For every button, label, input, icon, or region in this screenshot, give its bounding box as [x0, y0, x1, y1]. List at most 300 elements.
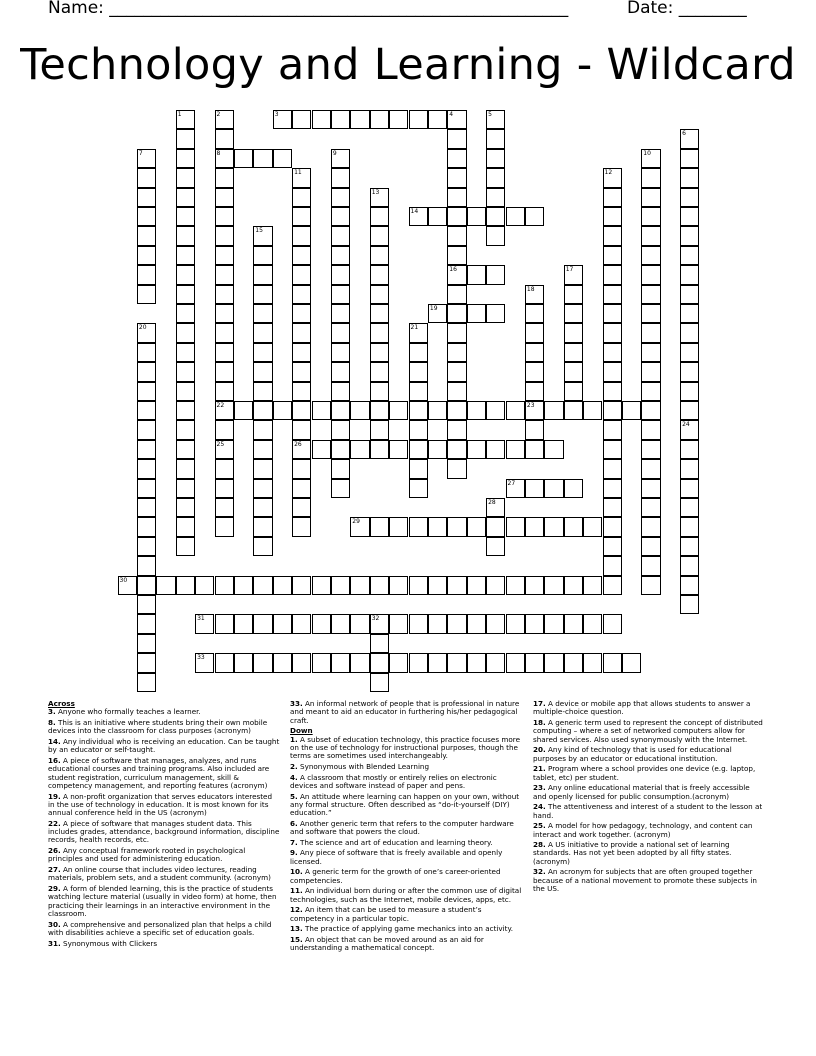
grid-cell[interactable]	[253, 479, 272, 498]
grid-cell[interactable]	[137, 188, 156, 207]
grid-cell[interactable]	[544, 401, 563, 420]
grid-cell[interactable]	[137, 343, 156, 362]
grid-cell[interactable]	[564, 517, 583, 536]
grid-cell[interactable]	[486, 129, 505, 148]
grid-cell[interactable]	[137, 517, 156, 536]
grid-cell[interactable]	[370, 304, 389, 323]
grid-cell[interactable]	[603, 653, 622, 672]
grid-cell[interactable]	[176, 129, 195, 148]
grid-cell[interactable]	[447, 459, 466, 478]
grid-cell[interactable]	[370, 323, 389, 342]
grid-cell[interactable]	[215, 188, 234, 207]
grid-cell[interactable]	[467, 576, 486, 595]
grid-cell[interactable]	[544, 614, 563, 633]
grid-cell[interactable]	[680, 459, 699, 478]
grid-cell[interactable]	[486, 614, 505, 633]
grid-cell[interactable]	[137, 285, 156, 304]
grid-cell[interactable]	[564, 265, 583, 284]
grid-cell[interactable]	[215, 362, 234, 381]
grid-cell[interactable]	[447, 304, 466, 323]
grid-cell[interactable]	[603, 343, 622, 362]
grid-cell[interactable]	[137, 207, 156, 226]
grid-cell[interactable]	[467, 440, 486, 459]
grid-cell[interactable]	[331, 110, 350, 129]
grid-cell[interactable]	[447, 382, 466, 401]
grid-cell[interactable]	[680, 479, 699, 498]
grid-cell[interactable]	[215, 420, 234, 439]
grid-cell[interactable]	[137, 556, 156, 575]
grid-cell[interactable]	[680, 440, 699, 459]
grid-cell[interactable]	[641, 149, 660, 168]
grid-cell[interactable]	[137, 265, 156, 284]
grid-cell[interactable]	[370, 420, 389, 439]
grid-cell[interactable]	[292, 459, 311, 478]
grid-cell[interactable]	[428, 614, 447, 633]
grid-cell[interactable]	[234, 401, 253, 420]
grid-cell[interactable]	[137, 149, 156, 168]
grid-cell[interactable]	[253, 614, 272, 633]
grid-cell[interactable]	[350, 440, 369, 459]
grid-cell[interactable]	[292, 420, 311, 439]
grid-cell[interactable]	[137, 362, 156, 381]
grid-cell[interactable]	[350, 576, 369, 595]
grid-cell[interactable]	[467, 207, 486, 226]
grid-cell[interactable]	[118, 576, 137, 595]
grid-cell[interactable]	[273, 401, 292, 420]
grid-cell[interactable]	[641, 246, 660, 265]
grid-cell[interactable]	[447, 576, 466, 595]
grid-cell[interactable]	[564, 401, 583, 420]
grid-cell[interactable]	[137, 634, 156, 653]
grid-cell[interactable]	[583, 653, 602, 672]
grid-cell[interactable]	[370, 653, 389, 672]
grid-cell[interactable]	[447, 246, 466, 265]
grid-cell[interactable]	[370, 265, 389, 284]
grid-cell[interactable]	[680, 517, 699, 536]
grid-cell[interactable]	[506, 207, 525, 226]
grid-cell[interactable]	[292, 517, 311, 536]
grid-cell[interactable]	[312, 110, 331, 129]
grid-cell[interactable]	[176, 420, 195, 439]
grid-cell[interactable]	[603, 207, 622, 226]
grid-cell[interactable]	[215, 226, 234, 245]
grid-cell[interactable]	[370, 110, 389, 129]
grid-cell[interactable]	[215, 576, 234, 595]
grid-cell[interactable]	[292, 498, 311, 517]
grid-cell[interactable]	[486, 537, 505, 556]
grid-cell[interactable]	[641, 479, 660, 498]
grid-cell[interactable]	[253, 576, 272, 595]
grid-cell[interactable]	[215, 479, 234, 498]
grid-cell[interactable]	[176, 285, 195, 304]
grid-cell[interactable]	[176, 459, 195, 478]
grid-cell[interactable]	[564, 382, 583, 401]
grid-cell[interactable]	[603, 323, 622, 342]
grid-cell[interactable]	[447, 129, 466, 148]
grid-cell[interactable]	[370, 285, 389, 304]
grid-cell[interactable]	[292, 576, 311, 595]
grid-cell[interactable]	[370, 576, 389, 595]
grid-cell[interactable]	[331, 479, 350, 498]
grid-cell[interactable]	[680, 129, 699, 148]
grid-cell[interactable]	[215, 323, 234, 342]
grid-cell[interactable]	[564, 614, 583, 633]
grid-cell[interactable]	[176, 479, 195, 498]
grid-cell[interactable]	[331, 188, 350, 207]
grid-cell[interactable]	[176, 537, 195, 556]
grid-cell[interactable]	[176, 149, 195, 168]
grid-cell[interactable]	[331, 440, 350, 459]
grid-cell[interactable]	[389, 614, 408, 633]
grid-cell[interactable]	[680, 207, 699, 226]
grid-cell[interactable]	[409, 653, 428, 672]
grid-cell[interactable]	[641, 226, 660, 245]
grid-cell[interactable]	[603, 556, 622, 575]
grid-cell[interactable]	[641, 304, 660, 323]
grid-cell[interactable]	[156, 576, 175, 595]
grid-cell[interactable]	[680, 265, 699, 284]
grid-cell[interactable]	[292, 304, 311, 323]
grid-cell[interactable]	[525, 285, 544, 304]
grid-cell[interactable]	[389, 517, 408, 536]
grid-cell[interactable]	[447, 149, 466, 168]
grid-cell[interactable]	[641, 362, 660, 381]
grid-cell[interactable]	[331, 149, 350, 168]
grid-cell[interactable]	[253, 362, 272, 381]
grid-cell[interactable]	[253, 517, 272, 536]
grid-cell[interactable]	[292, 614, 311, 633]
grid-cell[interactable]	[389, 440, 408, 459]
grid-cell[interactable]	[331, 168, 350, 187]
grid-cell[interactable]	[486, 304, 505, 323]
grid-cell[interactable]	[292, 653, 311, 672]
grid-cell[interactable]	[603, 576, 622, 595]
grid-cell[interactable]	[215, 149, 234, 168]
grid-cell[interactable]	[680, 401, 699, 420]
grid-cell[interactable]	[428, 576, 447, 595]
grid-cell[interactable]	[331, 246, 350, 265]
grid-cell[interactable]	[389, 401, 408, 420]
grid-cell[interactable]	[331, 401, 350, 420]
grid-cell[interactable]	[428, 440, 447, 459]
grid-cell[interactable]	[544, 653, 563, 672]
grid-cell[interactable]	[234, 614, 253, 633]
grid-cell[interactable]	[641, 420, 660, 439]
grid-cell[interactable]	[447, 265, 466, 284]
grid-cell[interactable]	[331, 420, 350, 439]
grid-cell[interactable]	[486, 440, 505, 459]
grid-cell[interactable]	[603, 226, 622, 245]
grid-cell[interactable]	[273, 149, 292, 168]
grid-cell[interactable]	[680, 595, 699, 614]
grid-cell[interactable]	[370, 246, 389, 265]
grid-cell[interactable]	[312, 653, 331, 672]
grid-cell[interactable]	[253, 498, 272, 517]
grid-cell[interactable]	[176, 265, 195, 284]
grid-cell[interactable]	[215, 459, 234, 478]
grid-cell[interactable]	[370, 382, 389, 401]
grid-cell[interactable]	[486, 517, 505, 536]
grid-cell[interactable]	[331, 362, 350, 381]
grid-cell[interactable]	[253, 343, 272, 362]
grid-cell[interactable]	[176, 401, 195, 420]
grid-cell[interactable]	[215, 168, 234, 187]
grid-cell[interactable]	[447, 362, 466, 381]
grid-cell[interactable]	[253, 420, 272, 439]
grid-cell[interactable]	[370, 401, 389, 420]
grid-cell[interactable]	[447, 343, 466, 362]
grid-cell[interactable]	[467, 304, 486, 323]
grid-cell[interactable]	[137, 653, 156, 672]
grid-cell[interactable]	[641, 207, 660, 226]
grid-cell[interactable]	[370, 440, 389, 459]
grid-cell[interactable]	[544, 517, 563, 536]
grid-cell[interactable]	[234, 149, 253, 168]
grid-cell[interactable]	[331, 343, 350, 362]
grid-cell[interactable]	[273, 653, 292, 672]
grid-cell[interactable]	[176, 226, 195, 245]
grid-cell[interactable]	[680, 537, 699, 556]
grid-cell[interactable]	[564, 576, 583, 595]
grid-cell[interactable]	[680, 323, 699, 342]
grid-cell[interactable]	[389, 576, 408, 595]
grid-cell[interactable]	[137, 382, 156, 401]
grid-cell[interactable]	[389, 110, 408, 129]
grid-cell[interactable]	[312, 401, 331, 420]
grid-cell[interactable]	[350, 517, 369, 536]
grid-cell[interactable]	[641, 459, 660, 478]
grid-cell[interactable]	[680, 362, 699, 381]
grid-cell[interactable]	[486, 653, 505, 672]
grid-cell[interactable]	[331, 207, 350, 226]
grid-cell[interactable]	[603, 440, 622, 459]
grid-cell[interactable]	[292, 188, 311, 207]
grid-cell[interactable]	[525, 576, 544, 595]
grid-cell[interactable]	[234, 576, 253, 595]
grid-cell[interactable]	[564, 653, 583, 672]
grid-cell[interactable]	[603, 265, 622, 284]
grid-cell[interactable]	[603, 188, 622, 207]
grid-cell[interactable]	[292, 343, 311, 362]
grid-cell[interactable]	[603, 304, 622, 323]
grid-cell[interactable]	[137, 168, 156, 187]
grid-cell[interactable]	[215, 129, 234, 148]
grid-cell[interactable]	[641, 323, 660, 342]
grid-cell[interactable]	[370, 188, 389, 207]
grid-cell[interactable]	[447, 226, 466, 245]
grid-cell[interactable]	[680, 498, 699, 517]
grid-cell[interactable]	[176, 498, 195, 517]
grid-cell[interactable]	[506, 576, 525, 595]
grid-cell[interactable]	[603, 401, 622, 420]
grid-cell[interactable]	[467, 653, 486, 672]
grid-cell[interactable]	[253, 382, 272, 401]
grid-cell[interactable]	[273, 110, 292, 129]
grid-cell[interactable]	[409, 440, 428, 459]
grid-cell[interactable]	[176, 207, 195, 226]
grid-cell[interactable]	[370, 673, 389, 692]
grid-cell[interactable]	[215, 382, 234, 401]
grid-cell[interactable]	[409, 110, 428, 129]
grid-cell[interactable]	[176, 382, 195, 401]
grid-cell[interactable]	[506, 440, 525, 459]
grid-cell[interactable]	[215, 440, 234, 459]
grid-cell[interactable]	[603, 420, 622, 439]
grid-cell[interactable]	[603, 479, 622, 498]
grid-cell[interactable]	[370, 226, 389, 245]
grid-cell[interactable]	[253, 440, 272, 459]
grid-cell[interactable]	[176, 517, 195, 536]
grid-cell[interactable]	[331, 459, 350, 478]
grid-cell[interactable]	[564, 343, 583, 362]
grid-cell[interactable]	[215, 285, 234, 304]
grid-cell[interactable]	[137, 459, 156, 478]
grid-cell[interactable]	[215, 343, 234, 362]
grid-cell[interactable]	[253, 226, 272, 245]
grid-cell[interactable]	[680, 188, 699, 207]
grid-cell[interactable]	[641, 188, 660, 207]
grid-cell[interactable]	[331, 265, 350, 284]
grid-cell[interactable]	[467, 401, 486, 420]
grid-cell[interactable]	[622, 401, 641, 420]
grid-cell[interactable]	[622, 653, 641, 672]
grid-cell[interactable]	[525, 304, 544, 323]
grid-cell[interactable]	[525, 362, 544, 381]
grid-cell[interactable]	[137, 595, 156, 614]
grid-cell[interactable]	[137, 479, 156, 498]
grid-cell[interactable]	[176, 246, 195, 265]
grid-cell[interactable]	[583, 401, 602, 420]
grid-cell[interactable]	[137, 246, 156, 265]
grid-cell[interactable]	[583, 614, 602, 633]
grid-cell[interactable]	[447, 517, 466, 536]
grid-cell[interactable]	[215, 401, 234, 420]
grid-cell[interactable]	[447, 440, 466, 459]
grid-cell[interactable]	[680, 304, 699, 323]
grid-cell[interactable]	[428, 401, 447, 420]
grid-cell[interactable]	[176, 343, 195, 362]
grid-cell[interactable]	[641, 343, 660, 362]
grid-cell[interactable]	[680, 149, 699, 168]
grid-cell[interactable]	[525, 653, 544, 672]
grid-cell[interactable]	[409, 479, 428, 498]
grid-cell[interactable]	[680, 246, 699, 265]
grid-cell[interactable]	[447, 420, 466, 439]
grid-cell[interactable]	[215, 246, 234, 265]
grid-cell[interactable]	[370, 517, 389, 536]
grid-cell[interactable]	[525, 614, 544, 633]
grid-cell[interactable]	[447, 653, 466, 672]
grid-cell[interactable]	[564, 285, 583, 304]
grid-cell[interactable]	[603, 362, 622, 381]
grid-cell[interactable]	[176, 362, 195, 381]
grid-cell[interactable]	[428, 110, 447, 129]
grid-cell[interactable]	[292, 479, 311, 498]
grid-cell[interactable]	[603, 285, 622, 304]
grid-cell[interactable]	[447, 614, 466, 633]
grid-cell[interactable]	[176, 168, 195, 187]
grid-cell[interactable]	[486, 188, 505, 207]
date-field[interactable]: Date: ________	[627, 0, 747, 18]
grid-cell[interactable]	[234, 653, 253, 672]
grid-cell[interactable]	[312, 440, 331, 459]
grid-cell[interactable]	[331, 576, 350, 595]
grid-cell[interactable]	[292, 323, 311, 342]
grid-cell[interactable]	[506, 614, 525, 633]
grid-cell[interactable]	[525, 343, 544, 362]
grid-cell[interactable]	[447, 323, 466, 342]
grid-cell[interactable]	[428, 304, 447, 323]
grid-cell[interactable]	[331, 653, 350, 672]
grid-cell[interactable]	[564, 304, 583, 323]
grid-cell[interactable]	[195, 614, 214, 633]
grid-cell[interactable]	[215, 498, 234, 517]
grid-cell[interactable]	[486, 401, 505, 420]
grid-cell[interactable]	[292, 168, 311, 187]
grid-cell[interactable]	[525, 382, 544, 401]
grid-cell[interactable]	[409, 362, 428, 381]
grid-cell[interactable]	[137, 614, 156, 633]
grid-cell[interactable]	[253, 149, 272, 168]
grid-cell[interactable]	[215, 614, 234, 633]
grid-cell[interactable]	[641, 537, 660, 556]
grid-cell[interactable]	[409, 323, 428, 342]
grid-cell[interactable]	[273, 614, 292, 633]
grid-cell[interactable]	[680, 382, 699, 401]
grid-cell[interactable]	[137, 537, 156, 556]
grid-cell[interactable]	[389, 653, 408, 672]
grid-cell[interactable]	[292, 110, 311, 129]
grid-cell[interactable]	[292, 382, 311, 401]
grid-cell[interactable]	[447, 207, 466, 226]
grid-cell[interactable]	[680, 576, 699, 595]
grid-cell[interactable]	[428, 653, 447, 672]
grid-cell[interactable]	[409, 614, 428, 633]
grid-cell[interactable]	[137, 420, 156, 439]
grid-cell[interactable]	[641, 440, 660, 459]
grid-cell[interactable]	[680, 226, 699, 245]
grid-cell[interactable]	[486, 226, 505, 245]
grid-cell[interactable]	[603, 382, 622, 401]
grid-cell[interactable]	[641, 382, 660, 401]
grid-cell[interactable]	[525, 479, 544, 498]
grid-cell[interactable]	[544, 440, 563, 459]
grid-cell[interactable]	[253, 401, 272, 420]
grid-cell[interactable]	[331, 285, 350, 304]
grid-cell[interactable]	[603, 246, 622, 265]
grid-cell[interactable]	[292, 440, 311, 459]
grid-cell[interactable]	[428, 207, 447, 226]
grid-cell[interactable]	[253, 304, 272, 323]
grid-cell[interactable]	[176, 188, 195, 207]
grid-cell[interactable]	[215, 265, 234, 284]
grid-cell[interactable]	[370, 614, 389, 633]
grid-cell[interactable]	[486, 149, 505, 168]
grid-cell[interactable]	[253, 265, 272, 284]
grid-cell[interactable]	[370, 207, 389, 226]
grid-cell[interactable]	[176, 440, 195, 459]
grid-cell[interactable]	[486, 576, 505, 595]
grid-cell[interactable]	[525, 207, 544, 226]
grid-cell[interactable]	[583, 517, 602, 536]
grid-cell[interactable]	[641, 401, 660, 420]
grid-cell[interactable]	[506, 653, 525, 672]
grid-cell[interactable]	[292, 246, 311, 265]
grid-cell[interactable]	[603, 168, 622, 187]
grid-cell[interactable]	[564, 479, 583, 498]
grid-cell[interactable]	[428, 517, 447, 536]
grid-cell[interactable]	[195, 576, 214, 595]
